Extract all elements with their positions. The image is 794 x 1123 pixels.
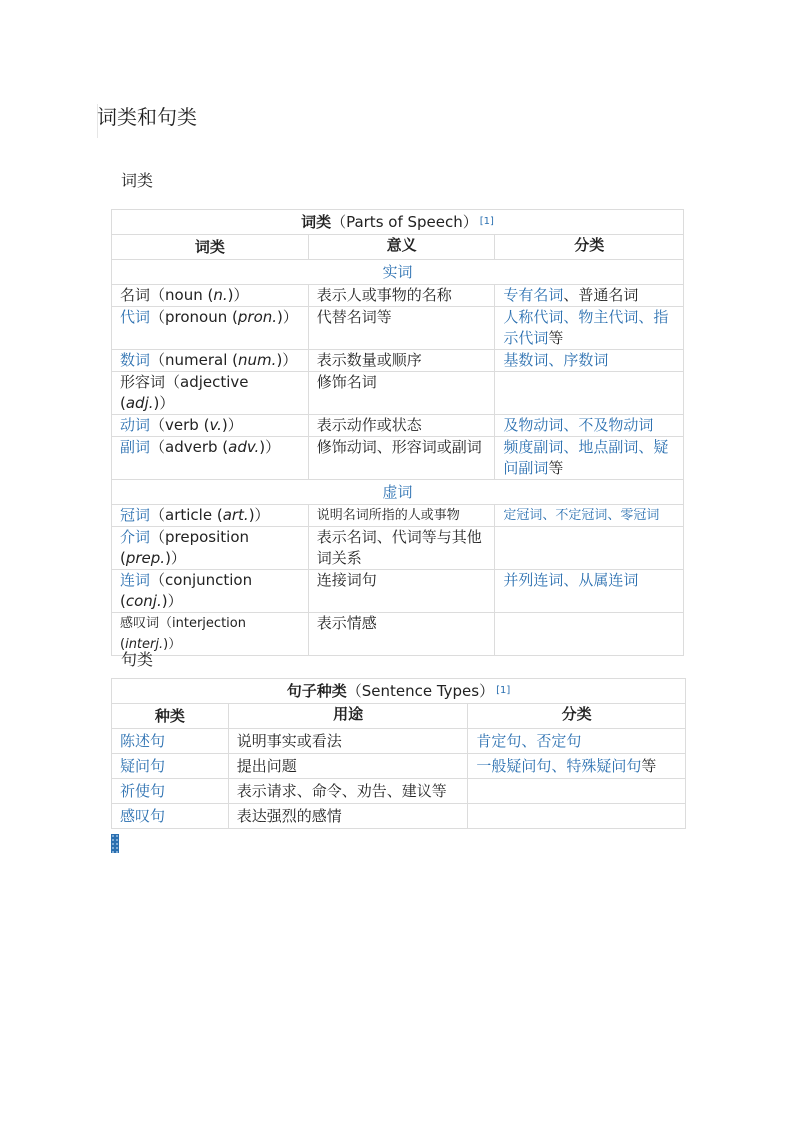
word-class-name[interactable]: 冠词 xyxy=(120,506,151,524)
cell-category xyxy=(495,505,684,527)
group-row-function-words xyxy=(112,480,684,505)
cell-word-class xyxy=(112,505,309,527)
sentence-type-link[interactable]: 疑问句 xyxy=(120,757,166,775)
word-class-close: )） xyxy=(248,506,270,524)
column-header-category: 分类 xyxy=(495,235,684,260)
cell-meaning: 表示动作或状态 xyxy=(308,415,495,437)
word-class-abbr: n. xyxy=(213,286,228,304)
word-class-close: )） xyxy=(259,438,281,456)
group-link-function-words[interactable]: 虚词 xyxy=(382,483,413,501)
category-links[interactable]: 一般疑问句、特殊疑问句 xyxy=(476,757,642,775)
cell-meaning: 修饰名词 xyxy=(308,372,495,415)
table-row xyxy=(112,779,686,804)
page-title: 词类和句类 xyxy=(97,104,198,138)
cell-word-class xyxy=(112,437,309,480)
table-caption: 词类 xyxy=(301,213,332,231)
category-links[interactable]: 人称代词、物主代词、指示代词 xyxy=(503,308,669,347)
table-row xyxy=(112,804,686,829)
word-class-close: )） xyxy=(227,286,249,304)
word-class-abbr: pron. xyxy=(237,308,278,326)
word-class-english: （numeral ( xyxy=(150,351,239,369)
word-class-english: （adverb ( xyxy=(150,438,229,456)
word-class-name[interactable]: 副词 xyxy=(120,438,151,456)
cell-type xyxy=(112,804,229,829)
word-class-close: )） xyxy=(161,592,183,610)
cell-meaning: 表示数量或顺序 xyxy=(308,350,495,372)
cell-meaning: 代替名词等 xyxy=(308,307,495,350)
cell-type xyxy=(112,754,229,779)
edit-marker xyxy=(111,834,119,853)
category-links[interactable]: 肯定句、否定句 xyxy=(476,732,582,750)
sentence-type-link[interactable]: 陈述句 xyxy=(120,732,166,750)
column-header-word-class: 词类 xyxy=(112,235,309,260)
cell-meaning: 表示人或事物的名称 xyxy=(308,285,495,307)
cell-category xyxy=(468,804,686,829)
table-caption-row xyxy=(112,679,686,704)
table-row xyxy=(112,613,684,656)
table-row xyxy=(112,307,684,350)
category-links[interactable]: 并列连词、从属连词 xyxy=(503,571,639,589)
group-row-content-words xyxy=(112,260,684,285)
cell-word-class xyxy=(112,350,309,372)
category-links[interactable]: 及物动词、不及物动词 xyxy=(503,416,654,434)
table-row xyxy=(112,527,684,570)
cell-meaning: 表示名词、代词等与其他词关系 xyxy=(308,527,495,570)
table-row xyxy=(112,372,684,415)
cell-type xyxy=(112,779,229,804)
cell-category xyxy=(495,437,684,480)
word-class-abbr: conj. xyxy=(125,592,162,610)
sentence-types-table xyxy=(111,678,686,829)
section-heading-parts-of-speech: 词类 xyxy=(121,171,154,190)
cell-use: 提出问题 xyxy=(228,754,468,779)
word-class-abbr: adv. xyxy=(228,438,260,456)
word-class-close: )） xyxy=(221,416,243,434)
word-class-abbr: prep. xyxy=(125,549,166,567)
cell-meaning: 表示情感 xyxy=(308,613,495,656)
cell-use: 说明事实或看法 xyxy=(228,729,468,754)
table-row xyxy=(112,505,684,527)
word-class-close: )） xyxy=(163,637,182,652)
column-header-meaning: 意义 xyxy=(308,235,495,260)
word-class-english: （pronoun ( xyxy=(150,308,238,326)
word-class-english: （article ( xyxy=(150,506,223,524)
cell-category xyxy=(495,307,684,350)
cell-word-class xyxy=(112,285,309,307)
word-class-abbr: art. xyxy=(222,506,249,524)
word-class-name[interactable]: 代词 xyxy=(120,308,151,326)
cell-category xyxy=(495,372,684,415)
word-class-close: )） xyxy=(165,549,186,567)
sentence-type-link[interactable]: 祈使句 xyxy=(120,782,166,800)
category-suffix: 等 xyxy=(548,459,564,477)
category-links[interactable]: 专有名词 xyxy=(503,286,564,304)
reference-link[interactable]: [1] xyxy=(496,685,511,696)
word-class-close: )） xyxy=(277,308,298,326)
table-header-row xyxy=(112,235,684,260)
table-row xyxy=(112,285,684,307)
category-suffix: 等 xyxy=(548,329,564,347)
group-link-content-words[interactable]: 实词 xyxy=(382,263,413,281)
cell-meaning: 连接词句 xyxy=(308,570,495,613)
cell-type xyxy=(112,729,229,754)
cell-category xyxy=(495,527,684,570)
category-links[interactable]: 定冠词、不定冠词、零冠词 xyxy=(503,508,660,523)
cell-category xyxy=(495,570,684,613)
word-class-name[interactable]: 数词 xyxy=(120,351,151,369)
cell-word-class xyxy=(112,570,309,613)
cell-word-class xyxy=(112,307,309,350)
cell-category xyxy=(495,285,684,307)
cell-category xyxy=(495,613,684,656)
cell-word-class xyxy=(112,527,309,570)
word-class-abbr: interj. xyxy=(125,637,164,652)
section-heading-sentence-types: 句类 xyxy=(121,650,154,669)
table-row xyxy=(112,729,686,754)
category-links[interactable]: 基数词、序数词 xyxy=(503,351,609,369)
word-class-abbr: num. xyxy=(238,351,277,369)
word-class-abbr: adj. xyxy=(125,394,154,412)
word-class-english: （adjective ( xyxy=(120,373,249,412)
cell-category xyxy=(495,350,684,372)
table-header-row xyxy=(112,704,686,729)
word-class-english: （conjunction ( xyxy=(120,571,253,610)
word-class-english: （interjection ( xyxy=(120,616,246,652)
sentence-type-link[interactable]: 感叹句 xyxy=(120,807,166,825)
word-class-name[interactable]: 连词 xyxy=(120,571,151,589)
word-class-close: )） xyxy=(276,351,298,369)
word-class-name[interactable]: 动词 xyxy=(120,416,151,434)
word-class-name: 名词 xyxy=(120,286,151,304)
column-header-use: 用途 xyxy=(228,704,468,729)
table-row xyxy=(112,754,686,779)
column-header-type: 种类 xyxy=(112,704,229,729)
table-caption-en: （Sentence Types） xyxy=(346,682,495,700)
cell-meaning: 说明名词所指的人或事物 xyxy=(308,505,495,527)
parts-of-speech-table xyxy=(111,209,684,656)
column-header-category: 分类 xyxy=(468,704,686,729)
cell-word-class xyxy=(112,415,309,437)
table-row xyxy=(112,350,684,372)
table-row xyxy=(112,415,684,437)
table-caption: 句子种类 xyxy=(286,682,347,700)
cell-category xyxy=(468,779,686,804)
table-row xyxy=(112,437,684,480)
category-suffix: 等 xyxy=(641,757,657,775)
cell-category xyxy=(468,754,686,779)
category-suffix: 、普通名词 xyxy=(563,286,639,304)
reference-link[interactable]: [1] xyxy=(479,216,494,227)
table-row xyxy=(112,570,684,613)
word-class-english: （verb ( xyxy=(150,416,210,434)
table-caption-en: （Parts of Speech） xyxy=(331,213,478,231)
category-links[interactable]: 频度副词、地点副词、疑问副词 xyxy=(503,438,669,477)
cell-word-class xyxy=(112,372,309,415)
cell-meaning: 修饰动词、形容词或副词 xyxy=(308,437,495,480)
word-class-english: （preposition ( xyxy=(120,528,250,567)
cell-use: 表达强烈的感情 xyxy=(228,804,468,829)
cell-use: 表示请求、命令、劝告、建议等 xyxy=(228,779,468,804)
table-caption-row xyxy=(112,210,684,235)
word-class-close: )） xyxy=(153,394,175,412)
cell-category xyxy=(495,415,684,437)
word-class-name: 形容词 xyxy=(120,373,166,391)
word-class-name[interactable]: 介词 xyxy=(120,528,151,546)
cell-category xyxy=(468,729,686,754)
word-class-english: （noun ( xyxy=(150,286,214,304)
word-class-name: 感叹词 xyxy=(120,616,160,631)
word-class-abbr: v. xyxy=(209,416,222,434)
